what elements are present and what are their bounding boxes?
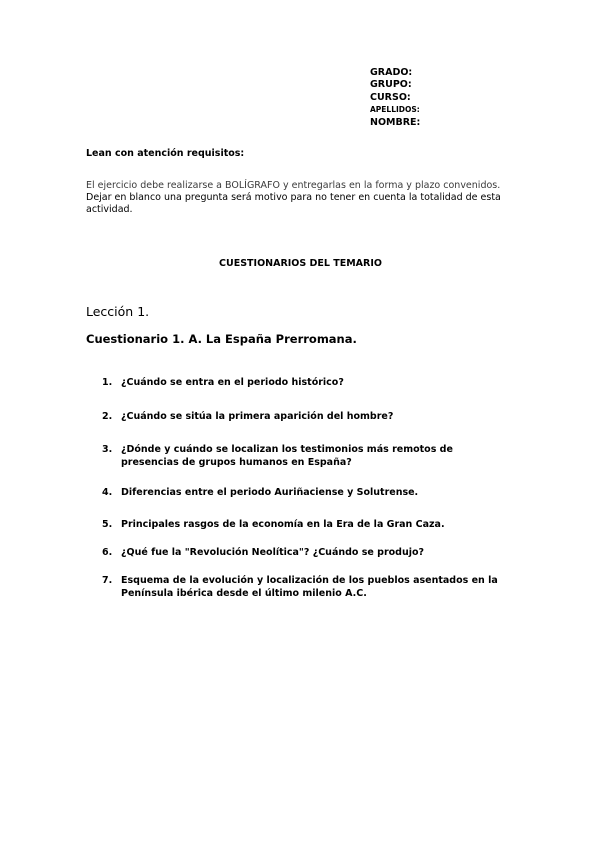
question-item (102, 487, 507, 500)
questionnaire-heading: Cuestionario 1. A. La España Prerromana. (86, 332, 357, 346)
question-text: Principales rasgos de la economía en la Era de la Gran Caza. (121, 519, 445, 530)
grupo-label: GRUPO: (370, 79, 412, 91)
nombre-label: NOMBRE: (370, 116, 421, 128)
question-text: ¿Cuándo se entra en el periodo histórico? (121, 377, 344, 388)
instructions (86, 180, 526, 217)
question-text: ¿Dónde y cuándo se localizan los testimonios más remotos de presencias de grupos humanos en España? (121, 444, 453, 468)
instruction-line-1: El ejercicio debe realizarse a BOLÍGRAFO y entregarlas en la forma y plazo convenidos. (86, 180, 501, 191)
lesson-heading: Lección 1. (86, 304, 150, 319)
question-item (102, 444, 507, 469)
question-item (102, 411, 507, 424)
question-item (102, 547, 507, 560)
question-item (102, 575, 507, 600)
question-number: 1. (102, 377, 113, 388)
curso-label: CURSO: (370, 91, 411, 103)
grado-label: GRADO: (370, 67, 413, 78)
question-number: 7. (102, 575, 113, 586)
question-number: 3. (102, 444, 113, 455)
document-title: CUESTIONARIOS DEL TEMARIO (219, 258, 382, 269)
question-number: 5. (102, 519, 113, 530)
question-item (102, 377, 507, 390)
student-info-fields (370, 67, 420, 129)
question-number: 4. (102, 487, 113, 498)
question-item (102, 519, 507, 532)
requirements-heading: Lean con atención requisitos: (86, 148, 245, 159)
question-text: ¿Cuándo se sitúa la primera aparición del hombre? (121, 411, 394, 422)
question-text: Esquema de la evolución y localización de los pueblos asentados en la Península ibérica desde el último milenio A.C. (121, 575, 498, 599)
question-text: ¿Qué fue la "Revolución Neolítica"? ¿Cuándo se produjo? (121, 547, 425, 558)
apellidos-label: APELLIDOS: (370, 105, 420, 115)
question-text: Diferencias entre el periodo Auriñaciense y Solutrense. (121, 487, 419, 498)
question-number: 2. (102, 411, 113, 422)
instruction-line-2: Dejar en blanco una pregunta será motivo para no tener en cuenta la totalidad de esta actividad. (86, 192, 501, 216)
question-number: 6. (102, 547, 113, 558)
